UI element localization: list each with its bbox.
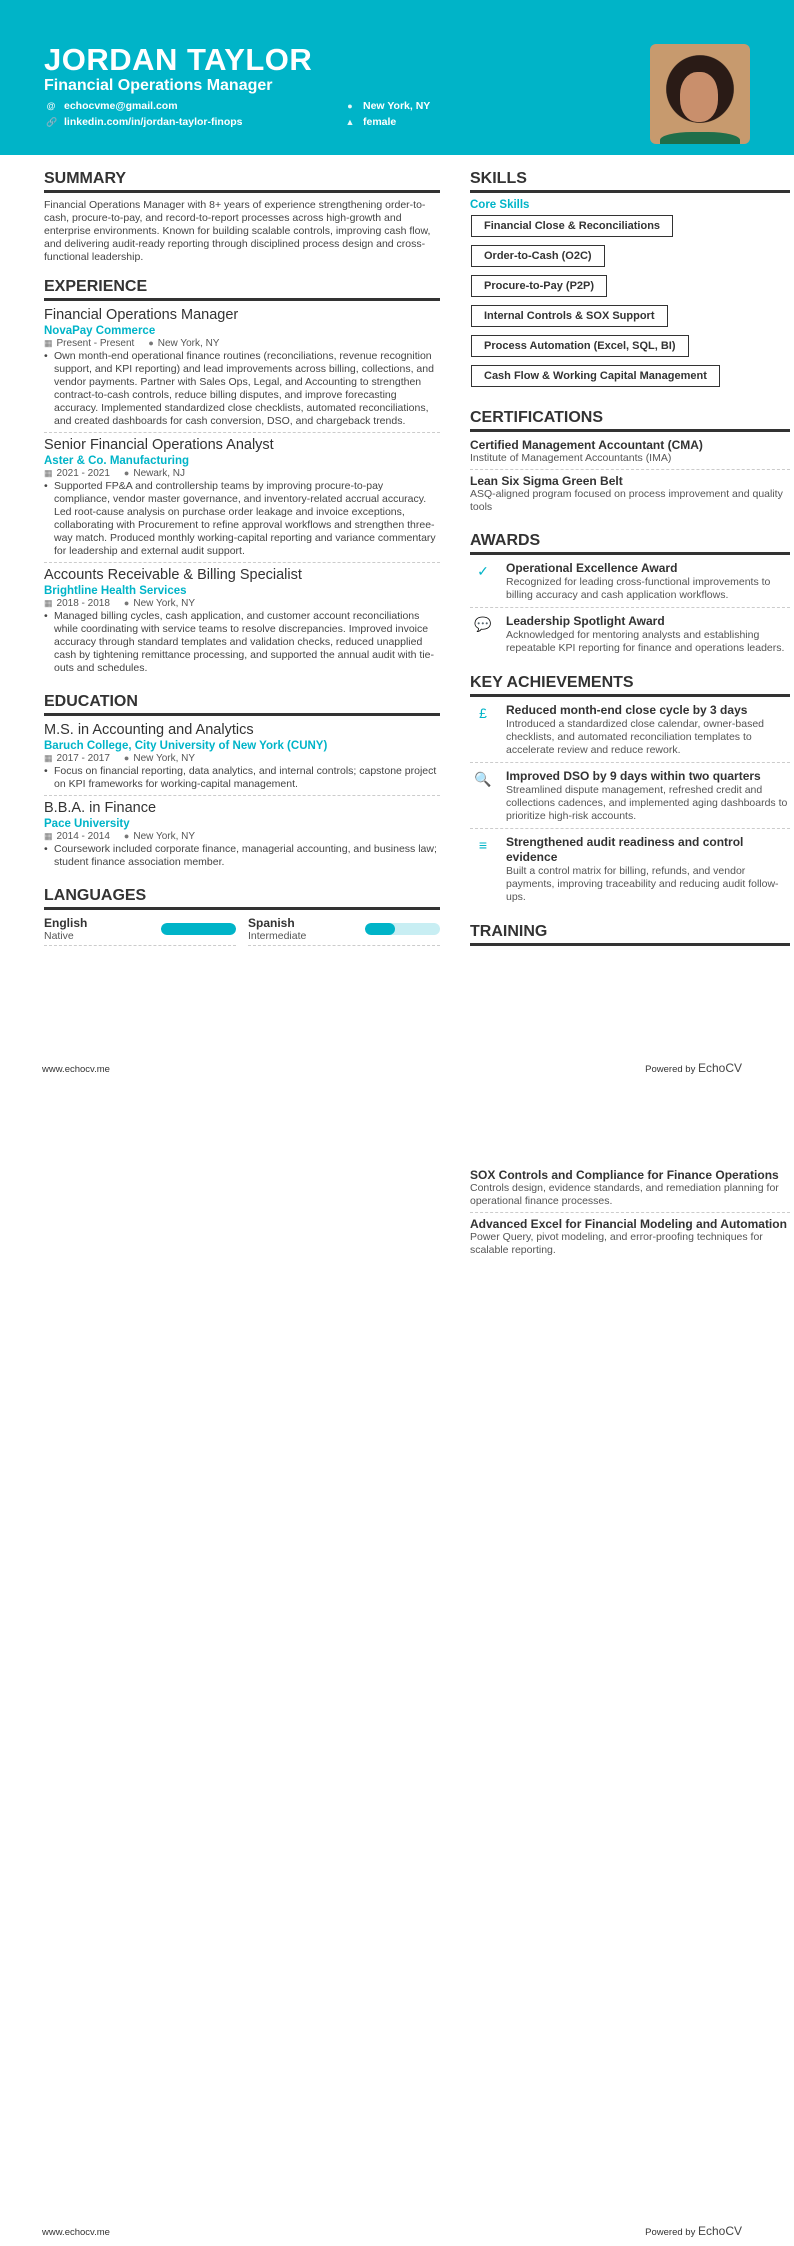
map-pin-icon: ●	[123, 753, 130, 763]
skill-tag: Internal Controls & SOX Support	[471, 305, 668, 327]
languages-list	[44, 916, 440, 946]
calendar-icon: ▦	[44, 468, 53, 478]
language-level: Intermediate	[248, 930, 307, 942]
experience-item	[44, 437, 440, 563]
experience-item	[44, 567, 440, 679]
certification-title: Lean Six Sigma Green Belt	[470, 474, 623, 488]
location: New York, NY	[157, 338, 220, 349]
skill-tag: Cash Flow & Working Capital Management	[471, 365, 720, 387]
right-column	[470, 170, 790, 952]
job-title: Accounts Receivable & Billing Specialist	[44, 567, 302, 583]
achievement-title: Reduced month-end close cycle by 3 days	[506, 703, 748, 717]
language-level: Native	[44, 930, 74, 942]
training-title: Advanced Excel for Financial Modeling and Automation	[470, 1217, 787, 1231]
skills-group-title: Core Skills	[470, 199, 530, 211]
footer-site[interactable]: www.echocv.me	[42, 2227, 110, 2238]
company-name: Aster & Co. Manufacturing	[44, 455, 190, 467]
location: New York, NY	[133, 753, 196, 764]
link-icon: 🔗	[46, 116, 58, 127]
calendar-icon: ▦	[44, 831, 53, 841]
candidate-name: JORDAN TAYLOR	[44, 42, 313, 77]
award-desc: Recognized for leading cross-functional improvements to billing accuracy and cash application workflows.	[506, 576, 771, 601]
calendar-icon: ▦	[44, 338, 53, 348]
bullet: • Own month-end operational finance routines (reconciliations, revenue recognition support, and KPI reporting) and lead improvements across billing, collections, and vendor payments. Partner with Sales Ops, Legal, and Accounting to strengthen contract-to-cash controls, reduce billing disputes, and improve forecasting accuracy. Implemented standardized close checklists, automated reconciliations, and created dashboards for cash conversion, DSO, and chargeback trends.	[44, 350, 440, 428]
section-heading-certifications: CERTIFICATIONS	[470, 409, 790, 432]
header-banner	[0, 0, 794, 155]
training-desc: Power Query, pivot modeling, and error-proofing techniques for scalable reporting.	[470, 1231, 763, 1256]
language-item	[248, 916, 440, 946]
achievement-item	[470, 835, 790, 909]
skill-tag: Procure-to-Pay (P2P)	[471, 275, 607, 297]
location: New York, NY	[133, 598, 196, 609]
achievement-desc: Built a control matrix for billing, refunds, and vendor payments, improving traceability and reducing audit follow-ups.	[506, 865, 779, 903]
training-desc: Controls design, evidence standards, and remediation planning for operational finance processes.	[470, 1182, 779, 1207]
degree: M.S. in Accounting and Analytics	[44, 722, 254, 738]
dates: 2014 - 2014	[56, 831, 110, 842]
calendar-icon: ▦	[44, 598, 53, 608]
company-name: Brightline Health Services	[44, 585, 187, 597]
company-name: NovaPay Commerce	[44, 325, 156, 337]
training-title: SOX Controls and Compliance for Finance Operations	[470, 1168, 779, 1182]
achievement-desc: Streamlined dispute management, refreshed credit and collections cadences, and implemented aging dashboards to prioritize high-risk accounts.	[506, 784, 788, 822]
achievement-item	[470, 703, 790, 763]
section-heading-skills: SKILLS	[470, 170, 790, 193]
section-heading-summary: SUMMARY	[44, 170, 440, 193]
award-item	[470, 561, 790, 608]
certification-item	[470, 474, 790, 518]
left-column	[44, 170, 440, 946]
certification-item	[470, 438, 790, 470]
candidate-title: Financial Operations Manager	[44, 77, 273, 94]
bullet: • Supported FP&A and controllership teams by improving procure-to-pay compliance, vendor master governance, and inventory-related accrual accuracy. Led root-cause analysis on purchase order leakage and invoice exceptions, collaborating with Procurement to refine approval workflows and strengthen three-way match. Produced monthly working-capital reporting and variance commentary for leadership and external audit support.	[44, 480, 440, 558]
training-item	[470, 1168, 790, 1213]
calendar-icon: ▦	[44, 753, 53, 763]
skills-list	[470, 215, 790, 395]
skill-tag: Financial Close & Reconciliations	[471, 215, 673, 237]
resume-page-2	[0, 1123, 794, 2246]
language-name: Spanish	[248, 916, 295, 930]
achievement-title: Strengthened audit readiness and control evidence	[506, 835, 744, 864]
footer-powered	[645, 2224, 742, 2238]
footer-powered	[645, 1061, 742, 1075]
skill-tag: Order-to-Cash (O2C)	[471, 245, 605, 267]
location: New York, NY	[133, 831, 196, 842]
email-text: echocvme@gmail.com	[64, 100, 178, 112]
location: Newark, NJ	[133, 468, 186, 479]
certification-desc: ASQ-aligned program focused on process improvement and quality tools	[470, 488, 783, 513]
education-item	[44, 722, 440, 796]
proficiency-fill	[365, 923, 395, 935]
language-name: English	[44, 916, 88, 930]
dates: 2021 - 2021	[56, 468, 110, 479]
achievement-desc: Introduced a standardized close calendar, owner-based checklists, and automated reconciliation templates to accelerate review and reduce rework.	[506, 718, 764, 756]
award-item	[470, 614, 790, 660]
skill-tag: Process Automation (Excel, SQL, BI)	[471, 335, 689, 357]
bullet: • Coursework included corporate finance, managerial accounting, and business law; student finance association member.	[44, 843, 440, 869]
brand-logo: EchoCV	[697, 1061, 742, 1075]
powered-by-text: Powered by	[645, 2227, 696, 2238]
proficiency-bar	[365, 923, 440, 935]
experience-item	[44, 307, 440, 433]
award-title: Leadership Spotlight Award	[506, 614, 665, 628]
powered-by-text: Powered by	[645, 1064, 696, 1075]
achievement-item	[470, 769, 790, 829]
dates: 2017 - 2017	[56, 753, 110, 764]
certification-issuer: Institute of Management Accountants (IMA)	[470, 452, 672, 464]
file-search-icon: 🔍	[474, 771, 492, 787]
contact-linkedin[interactable]	[46, 116, 243, 128]
user-icon: ▲	[345, 117, 355, 127]
school-name: Pace University	[44, 818, 130, 830]
proficiency-bar	[161, 923, 236, 935]
dates: 2018 - 2018	[56, 598, 110, 609]
contact-location	[345, 100, 430, 112]
map-pin-icon: ●	[123, 598, 130, 608]
cake-icon: ≡	[478, 837, 488, 853]
training-item	[470, 1217, 790, 1261]
job-title: Financial Operations Manager	[44, 307, 239, 323]
education-item	[44, 800, 440, 873]
at-icon: @	[46, 101, 56, 111]
location-text: New York, NY	[363, 100, 431, 112]
summary-text: Financial Operations Manager with 8+ years of experience strengthening order-to-cash, procure-to-pay, and record-to-report processes across high-growth and enterprise environments. Known for building scalable controls, improving cash flow, and delivering audit-ready reporting through disciplined process design and cross-functional leadership.	[44, 199, 431, 263]
contact-email[interactable]	[46, 100, 178, 112]
map-pin-icon: ●	[148, 338, 154, 348]
chat-bubble-icon: 💬	[474, 616, 492, 632]
brand-logo: EchoCV	[697, 2224, 742, 2238]
gender-text: female	[363, 116, 397, 128]
dates: Present - Present	[56, 338, 135, 349]
degree: B.B.A. in Finance	[44, 800, 157, 816]
section-heading-experience: EXPERIENCE	[44, 278, 440, 301]
certification-title: Certified Management Accountant (CMA)	[470, 438, 703, 452]
linkedin-text: linkedin.com/in/jordan-taylor-finops	[64, 116, 243, 128]
section-heading-education: EDUCATION	[44, 693, 440, 716]
profile-photo	[650, 44, 750, 144]
footer-site[interactable]: www.echocv.me	[42, 1064, 110, 1075]
section-heading-awards: AWARDS	[470, 532, 790, 555]
map-pin-icon: ●	[123, 468, 130, 478]
language-item	[44, 916, 236, 946]
invoice-pound-icon: £	[479, 705, 487, 721]
section-heading-languages: LANGUAGES	[44, 887, 440, 910]
section-heading-achievements: KEY ACHIEVEMENTS	[470, 674, 790, 697]
achievement-title: Improved DSO by 9 days within two quarters	[506, 769, 761, 783]
school-name: Baruch College, City University of New York (CUNY)	[44, 740, 328, 752]
proficiency-fill	[161, 923, 236, 935]
award-title: Operational Excellence Award	[506, 561, 678, 575]
right-column	[470, 1168, 790, 1265]
job-title: Senior Financial Operations Analyst	[44, 437, 274, 453]
map-pin-icon: ●	[347, 101, 353, 111]
map-pin-icon: ●	[123, 831, 130, 841]
bullet: • Focus on financial reporting, data analytics, and internal controls; capstone project on KPI frameworks for working-capital management.	[44, 765, 440, 791]
section-heading-training: TRAINING	[470, 923, 790, 946]
contact-gender	[345, 116, 396, 128]
bullet: • Managed billing cycles, cash application, and customer account reconciliations while coordinating with service teams to resolve discrepancies. Improved invoice accuracy through standard templates and validation checks, reduced unapplied cash by tightening remittance processing, and supported the annual audit with tie-outs and schedules.	[44, 610, 440, 675]
check-icon: ✓	[477, 563, 489, 579]
award-desc: Acknowledged for mentoring analysts and establishing repeatable KPI reporting for finance and operations leaders.	[506, 629, 785, 654]
